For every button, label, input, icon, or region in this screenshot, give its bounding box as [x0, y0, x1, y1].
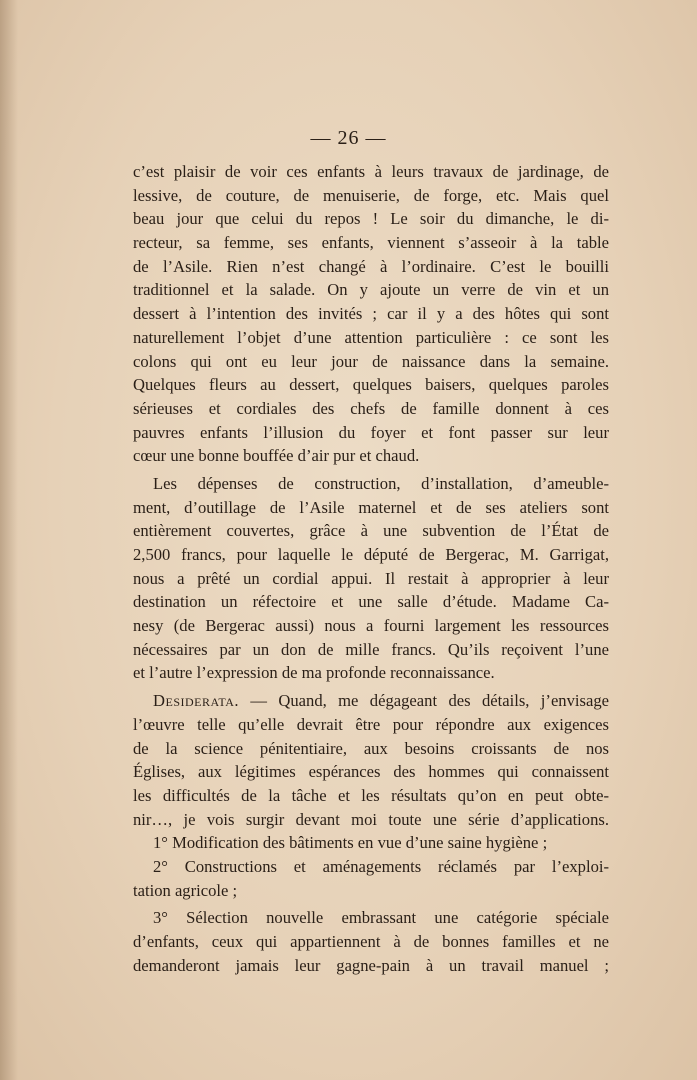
text-line: les difficultés de la tâche et les résultats qu’on en peut obte-	[133, 785, 609, 805]
text-line: lessive, de couture, de menuiserie, de forge, etc. Mais quel	[133, 185, 609, 205]
text-line: traditionnel et la salade. On y ajoute un verre de vin et un	[133, 280, 609, 300]
list-item-1	[133, 831, 609, 855]
section-lead-rest: — Quand, me dégageant des détails, j’envisage	[239, 691, 609, 711]
text-line: naturellement l’objet d’une attention particulière : ce sont les	[133, 327, 609, 347]
page-number: — 26 —	[310, 127, 387, 149]
text-line: colons qui ont eu leur jour de naissance dans la semaine.	[133, 351, 609, 371]
text-line: dessert à l’intention des invités ; car il y a des hôtes qui sont	[133, 304, 609, 324]
page-edge-shadow	[0, 0, 18, 1080]
text-line: 3° Sélection nouvelle embrassant une catégorie spéciale	[153, 908, 609, 928]
text-line: 2,500 francs, pour laquelle le député de Bergerac, M. Garrigat,	[133, 545, 609, 564]
text-line: recteur, sa femme, ses enfants, viennent s’asseoir à la table	[133, 233, 609, 253]
text-line: nécessaires par un don de mille francs. Qu’ils reçoivent l’une	[133, 639, 609, 659]
text-line: sérieuses et cordiales des chefs de famille donnent à ces	[133, 398, 609, 418]
list-item-3	[133, 906, 609, 977]
section-lead: Desiderata.	[153, 691, 240, 711]
text-line: nir…, je vois surgir devant moi toute une série d’applications.	[133, 809, 609, 829]
text-line: 2° Constructions et aménagements réclamés par l’exploi-	[153, 856, 609, 876]
text-line: entièrement couvertes, grâce à une subvention de l’État de	[133, 521, 609, 541]
text-line: tation agricole ;	[133, 880, 238, 900]
text-line: ment, d’outillage de l’Asile maternel et de ses ateliers sont	[133, 497, 609, 517]
text-line: d’enfants, ceux qui appartiennent à de bonnes familles et ne	[133, 932, 609, 951]
text-line: de la science pénitentiaire, aux besoins croissants de nos	[133, 738, 609, 758]
paragraph-1	[133, 160, 609, 468]
body-text	[133, 160, 609, 977]
text-line: et l’autre l’expression de ma profonde reconnaissance.	[133, 663, 495, 683]
text-line: de l’Asile. Rien n’est changé à l’ordinaire. C’est le bouilli	[133, 256, 609, 276]
text-line: c’est plaisir de voir ces enfants à leurs travaux de jardinage, de	[133, 162, 609, 181]
text-line: Les dépenses de construction, d’installation, d’ameuble-	[153, 473, 609, 493]
text-line: destination un réfectoire et une salle d’étude. Madame Ca-	[133, 592, 609, 612]
text-line: demanderont jamais leur gagne-pain à un travail manuel ;	[133, 955, 609, 975]
paragraph-2	[133, 472, 609, 685]
text-line: Églises, aux légitimes espérances des hommes qui connaissent	[133, 762, 609, 782]
text-line	[133, 689, 609, 713]
text-line: l’œuvre telle qu’elle devrait être pour répondre aux exigences	[133, 714, 609, 734]
text-line: pauvres enfants l’illusion du foyer et font passer sur leur	[133, 422, 609, 442]
text-line: Quelques fleurs au dessert, quelques baisers, quelques paroles	[133, 375, 609, 395]
text-line: beau jour que celui du repos ! Le soir du dimanche, le di-	[133, 209, 609, 229]
list-item-2	[133, 855, 609, 902]
text-line: nesy (de Bergerac aussi) nous a fourni largement les ressources	[133, 616, 609, 636]
text-line: nous a prêté un cordial appui. Il restait à approprier à leur	[133, 568, 609, 588]
text-line: cœur une bonne bouffée d’air pur et chaud.	[133, 446, 420, 466]
paragraph-3	[133, 689, 609, 831]
text-line: 1° Modification des bâtiments en vue d’une saine hygiène ;	[153, 833, 548, 853]
